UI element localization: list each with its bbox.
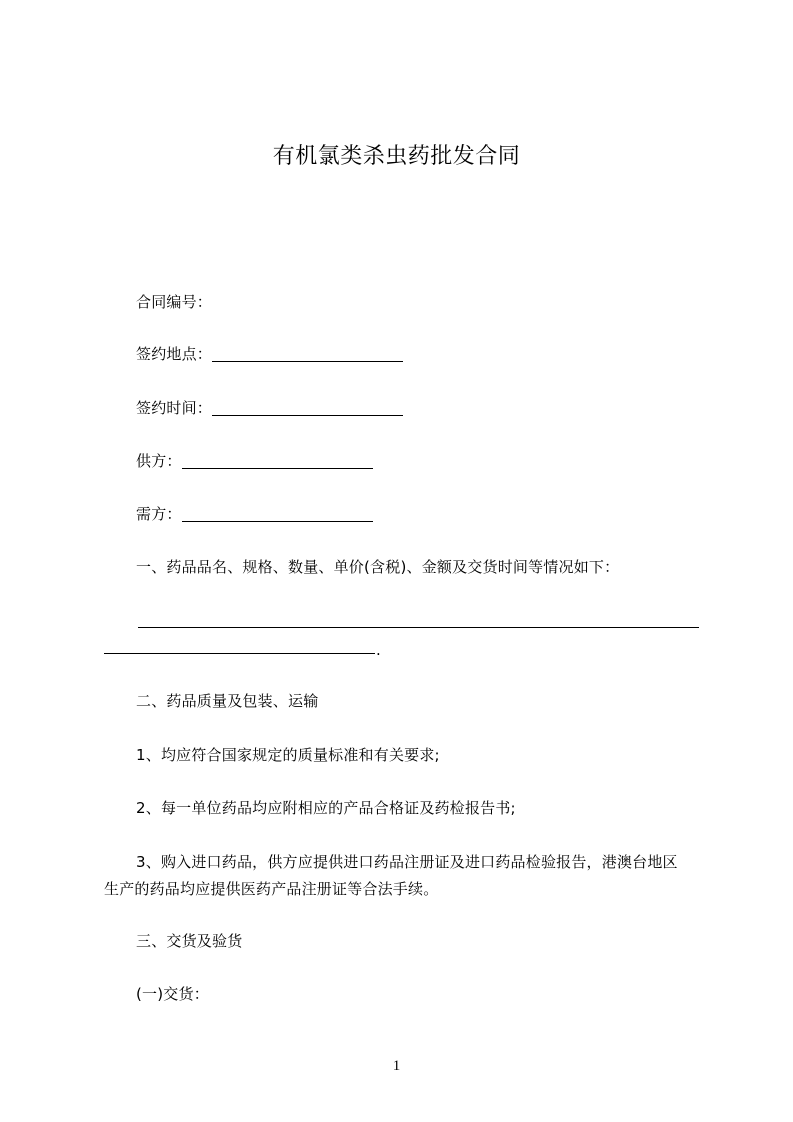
document-title: 有机氯类杀虫药批发合同 <box>272 144 521 169</box>
sign-time-blank[interactable] <box>212 414 403 416</box>
sign-place-label: 签约地点： <box>136 345 213 363</box>
section2-item3-line1: 3、购入进口药品，供方应提供进口药品注册证及进口药品检验报告，港澳台地区 <box>136 853 678 871</box>
buyer-label: 需方： <box>136 505 182 523</box>
section3-sub1: (一)交货： <box>136 985 209 1003</box>
section1-heading: 一、药品品名、规格、数量、单价(含税)、金额及交货时间等情况如下： <box>136 558 620 576</box>
contract-number-label: 合同编号： <box>136 293 213 311</box>
section2-heading: 二、药品质量及包装、运输 <box>136 692 319 710</box>
section3-heading: 三、交货及验货 <box>136 932 243 950</box>
page-number: 1 <box>392 1058 401 1074</box>
goods-detail-blank-line-1[interactable] <box>138 627 699 628</box>
sign-time-label: 签约时间： <box>136 399 213 417</box>
goods-detail-end-mark: . <box>376 641 381 659</box>
section2-item3-line2: 生产的药品均应提供医药产品注册证等合法手续。 <box>104 880 439 898</box>
sign-place-blank[interactable] <box>212 360 403 362</box>
section2-item1: 1、均应符合国家规定的质量标准和有关要求; <box>136 746 440 764</box>
section2-item2: 2、每一单位药品均应附相应的产品合格证及药检报告书; <box>136 799 516 817</box>
sign-place-line <box>136 344 403 364</box>
supplier-label: 供方： <box>136 452 182 470</box>
goods-detail-blank-line-2[interactable] <box>104 653 375 654</box>
supplier-line <box>136 451 373 471</box>
buyer-line <box>136 504 373 524</box>
buyer-blank[interactable] <box>182 520 373 522</box>
supplier-blank[interactable] <box>182 467 373 469</box>
sign-time-line <box>136 398 403 418</box>
